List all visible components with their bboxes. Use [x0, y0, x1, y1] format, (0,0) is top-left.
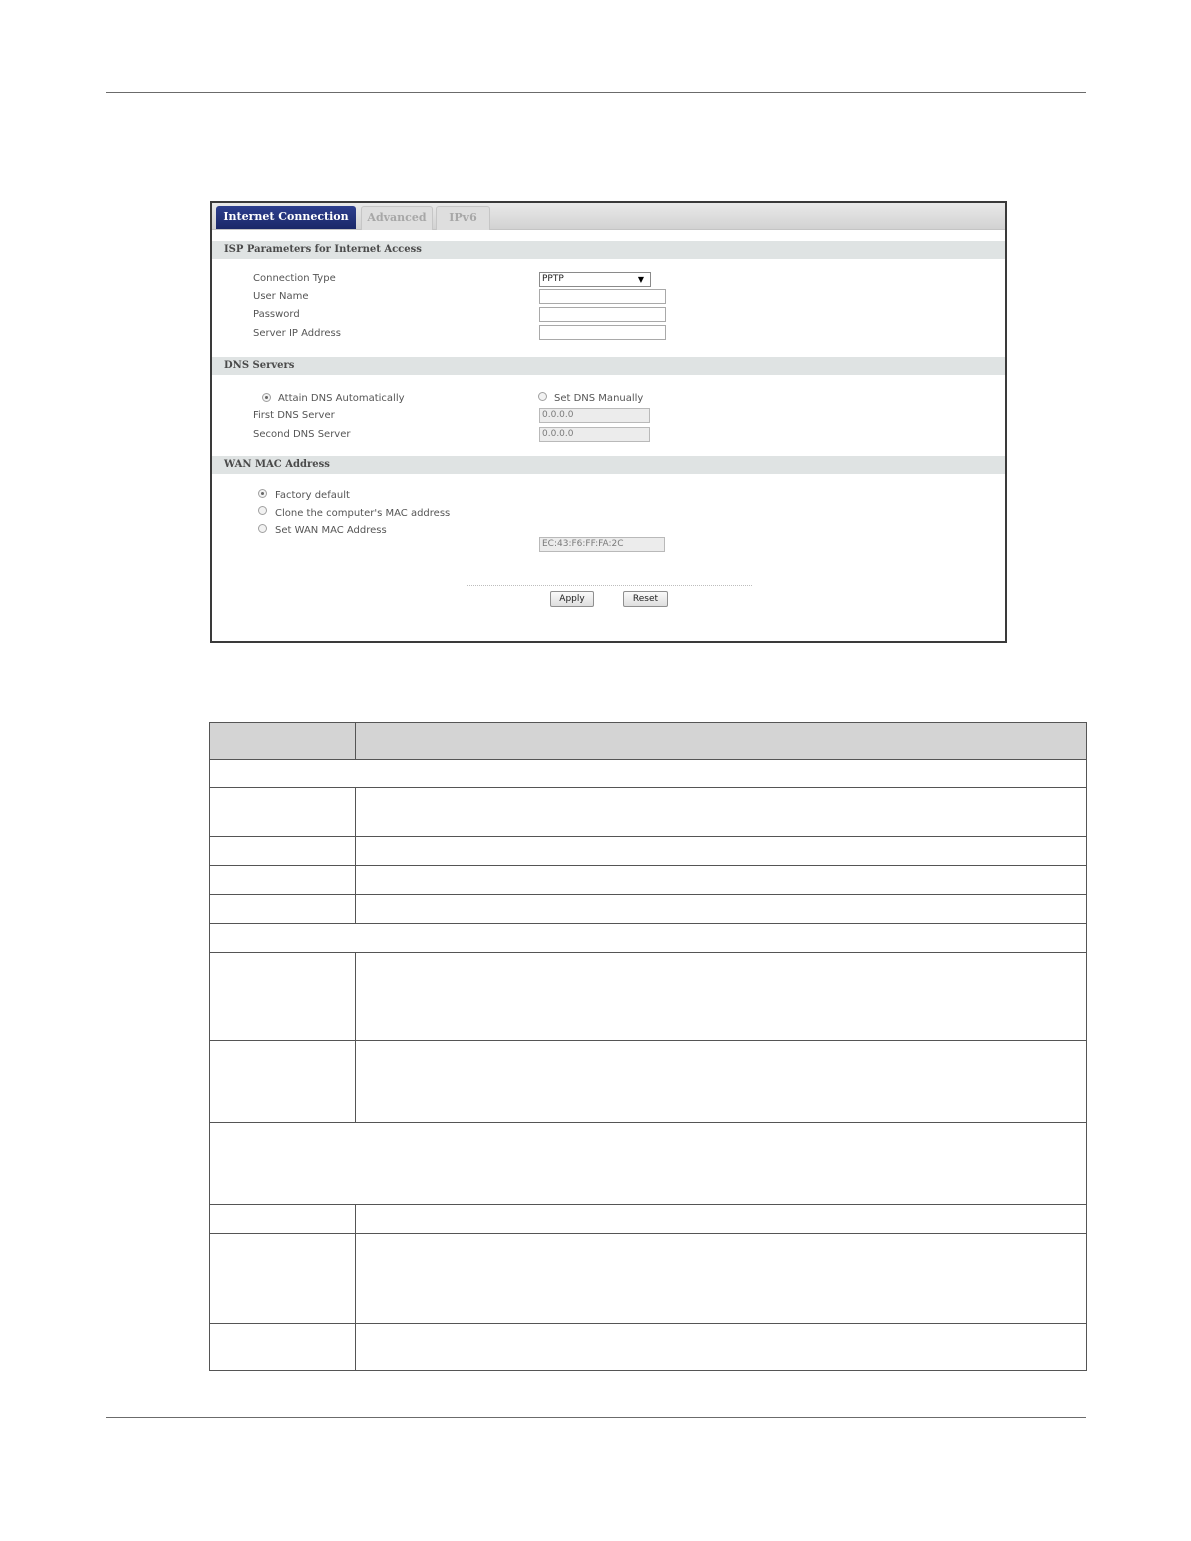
- table-cell: [210, 760, 1087, 788]
- table-cell: [356, 1205, 1087, 1234]
- table-row: [210, 1234, 1087, 1324]
- isp-section-heading: ISP Parameters for Internet Access: [212, 241, 1005, 259]
- apply-button[interactable]: Apply: [550, 591, 594, 607]
- wan-mac-section-heading: WAN MAC Address: [212, 456, 1005, 474]
- clone-mac-radio[interactable]: [258, 506, 267, 515]
- table-header-label-cell: [210, 723, 356, 760]
- server-ip-input[interactable]: [539, 325, 666, 340]
- table-cell: [356, 1234, 1087, 1324]
- dropdown-arrow-icon: ▼: [637, 275, 644, 284]
- table-cell: [356, 1324, 1087, 1371]
- wan-mac-input[interactable]: EC:43:F6:FF:FA:2C: [539, 537, 665, 552]
- table-cell: [356, 895, 1087, 924]
- clone-mac-label: Clone the computer's MAC address: [275, 508, 451, 519]
- table-row: [210, 895, 1087, 924]
- factory-default-radio[interactable]: [258, 489, 267, 498]
- set-wan-mac-label: Set WAN MAC Address: [275, 525, 387, 536]
- connection-type-value: PPTP: [542, 274, 564, 284]
- table-cell: [210, 1234, 356, 1324]
- table-cell: [210, 1324, 356, 1371]
- second-dns-label: Second DNS Server: [253, 429, 351, 440]
- table-cell: [210, 788, 356, 837]
- table-cell: [210, 953, 356, 1041]
- tab-advanced[interactable]: Advanced: [361, 206, 433, 230]
- password-label: Password: [253, 309, 300, 320]
- button-divider: [467, 585, 752, 586]
- table-row: [210, 1041, 1087, 1123]
- table-cell: [210, 895, 356, 924]
- tab-bar: [212, 203, 1005, 230]
- tab-internet-connection[interactable]: Internet Connection: [216, 206, 356, 229]
- page-footer-rule: [106, 1417, 1086, 1418]
- table-row: [210, 953, 1087, 1041]
- attain-dns-auto-radio[interactable]: [262, 393, 271, 402]
- table-row: [210, 788, 1087, 837]
- user-name-input[interactable]: [539, 289, 666, 304]
- table-section-row: [210, 924, 1087, 953]
- table-row: [210, 1205, 1087, 1234]
- first-dns-input[interactable]: 0.0.0.0: [539, 408, 650, 423]
- table-row: [210, 1324, 1087, 1371]
- tab-ipv6[interactable]: IPv6: [436, 206, 490, 230]
- table-cell: [210, 924, 1087, 953]
- table-row: [210, 866, 1087, 895]
- table-row: [210, 837, 1087, 866]
- field-description-table: [209, 722, 1087, 1371]
- password-input[interactable]: [539, 307, 666, 322]
- table-section-row: [210, 760, 1087, 788]
- attain-dns-auto-label: Attain DNS Automatically: [278, 393, 405, 404]
- table-cell: [210, 1205, 356, 1234]
- connection-type-label: Connection Type: [253, 273, 336, 284]
- table-cell: [210, 866, 356, 895]
- table-cell: [356, 1041, 1087, 1123]
- second-dns-input[interactable]: 0.0.0.0: [539, 427, 650, 442]
- table-cell: [356, 953, 1087, 1041]
- table-header-description-cell: [356, 723, 1087, 760]
- server-ip-label: Server IP Address: [253, 328, 341, 339]
- set-dns-manual-label: Set DNS Manually: [554, 393, 644, 404]
- dns-section-heading: DNS Servers: [212, 357, 1005, 375]
- reset-button[interactable]: Reset: [623, 591, 668, 607]
- user-name-label: User Name: [253, 291, 309, 302]
- set-dns-manual-radio[interactable]: [538, 392, 547, 401]
- table-cell: [356, 837, 1087, 866]
- table-section-row: [210, 1123, 1087, 1205]
- connection-type-select[interactable]: [539, 272, 651, 287]
- page-header-rule: [106, 92, 1086, 93]
- first-dns-label: First DNS Server: [253, 410, 335, 421]
- table-cell: [210, 837, 356, 866]
- table-header-row: [210, 723, 1087, 760]
- table-cell: [210, 1123, 1087, 1205]
- factory-default-label: Factory default: [275, 490, 350, 501]
- table-cell: [356, 788, 1087, 837]
- set-wan-mac-radio[interactable]: [258, 524, 267, 533]
- table-cell: [356, 866, 1087, 895]
- table-cell: [210, 1041, 356, 1123]
- internet-connection-screenshot: [210, 201, 1007, 643]
